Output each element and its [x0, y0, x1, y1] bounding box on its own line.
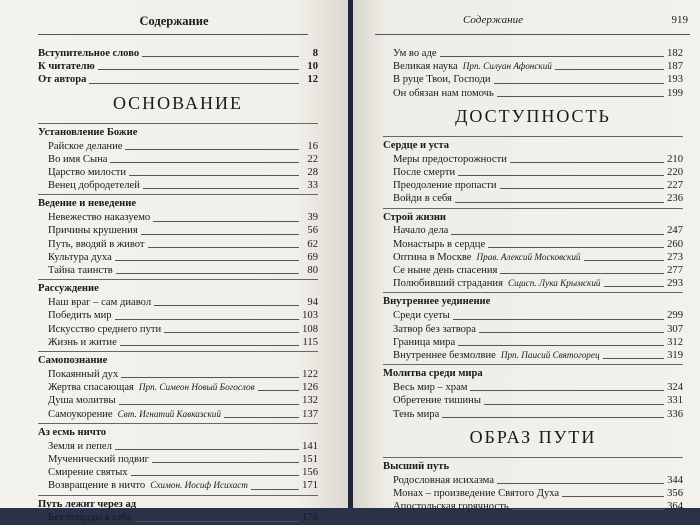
toc-entry [383, 381, 683, 394]
leader-line [497, 96, 664, 97]
leader-line [115, 260, 299, 261]
leader-line [497, 483, 664, 484]
entry-page: 16 [307, 140, 318, 152]
entry-page: 115 [302, 336, 318, 348]
leader-line [258, 390, 299, 391]
toc-entry [383, 309, 683, 322]
entry-title: Весь мир – храм [393, 382, 468, 394]
toc-entry [383, 225, 683, 238]
section-title: ОБРАЗ ПУТИ [469, 427, 597, 448]
entry-title: После смерти [393, 166, 456, 178]
group-heading: Аз есмь ничто [38, 423, 318, 440]
entry-title: Се ныне день спасения [393, 265, 498, 277]
entry-title: Родословная исихазма [393, 474, 495, 486]
entry-page: 187 [667, 61, 683, 73]
entry-title: От автора [38, 74, 87, 86]
entry-title: Жертва спасающая [48, 382, 134, 394]
entry-title: Искусство среднего пути [48, 323, 162, 335]
entry-title: Покаянный дух [48, 368, 119, 380]
leader-line [451, 234, 664, 235]
leader-line [152, 462, 299, 463]
entry-title: Во имя Сына [48, 153, 108, 165]
entry-title: Райское делание [48, 140, 123, 152]
leader-line [154, 305, 299, 306]
toc-entry [383, 336, 683, 349]
page-number: 919 [671, 14, 688, 26]
entry-title: К читателю [38, 61, 95, 73]
toc-entry [383, 474, 683, 487]
entry-page: 39 [307, 212, 318, 224]
toc-entry [38, 408, 318, 421]
entry-title: Оптина в Москве [393, 251, 472, 263]
toc-entry [383, 73, 683, 86]
group-heading: Установление Божие [38, 123, 318, 140]
toc-entry [38, 73, 318, 86]
group-heading: Строй жизни [383, 208, 683, 225]
entry-page: 210 [667, 153, 683, 165]
leader-line [494, 83, 665, 84]
toc-entry [38, 479, 318, 492]
toc-entry [383, 349, 683, 362]
right-toc [383, 47, 683, 513]
entry-page: 156 [302, 467, 318, 479]
group-heading: Самопознание [38, 351, 318, 368]
entry-title: Великая наука [393, 61, 458, 73]
toc-entry [38, 336, 318, 349]
header-rule [38, 34, 308, 35]
entry-title: Преодоление пропасти [393, 180, 497, 192]
group-heading: Высший путь [383, 457, 683, 474]
entry-title: Апостольская горячность [393, 501, 509, 513]
entry-page: 12 [307, 74, 318, 86]
leader-line [148, 247, 299, 248]
toc-entry [38, 179, 318, 192]
leader-line [484, 404, 664, 405]
toc-entry [383, 394, 683, 407]
toc-entry [383, 277, 683, 290]
entry-author: Прав. Алексий Московский [476, 251, 581, 262]
entry-page: 69 [307, 251, 318, 263]
leader-line [251, 489, 299, 490]
entry-title: Меры предосторожности [393, 153, 507, 165]
entry-title: Вступительное слово [38, 47, 140, 59]
entry-page: 273 [667, 251, 683, 263]
entry-page: 141 [302, 440, 318, 452]
entry-title: Обретение тишины [393, 395, 481, 407]
entry-title: Возвращение в ничто [48, 480, 146, 492]
entry-page: 344 [667, 474, 683, 486]
entry-title: Мученический подвиг [48, 453, 150, 465]
leader-line [224, 417, 299, 418]
leader-line [458, 175, 664, 176]
entry-page: 171 [302, 480, 318, 492]
entry-page: 247 [667, 225, 683, 237]
entry-page: 22 [307, 153, 318, 165]
entry-page: 312 [667, 336, 683, 348]
entry-page: 336 [667, 408, 683, 420]
toc-entry [38, 296, 318, 309]
toc-entry [383, 238, 683, 251]
entry-page: 132 [302, 395, 318, 407]
entry-page: 277 [667, 265, 683, 277]
entry-title: Среди суеты [393, 310, 450, 322]
toc-entry [38, 440, 318, 453]
entry-title: Затвор без затвора [393, 323, 476, 335]
entry-author: Прп. Паисий Святогорец [500, 349, 600, 360]
entry-title: Тень мира [393, 408, 440, 420]
group-heading: Рассуждение [38, 279, 318, 296]
leader-line [164, 332, 299, 333]
entry-title: Монастырь в сердце [393, 238, 486, 250]
toc-entry [38, 166, 318, 179]
leader-line [500, 273, 664, 274]
entry-title: В руце Твои, Господи [393, 74, 491, 86]
left-toc [38, 47, 318, 525]
entry-page: 94 [307, 297, 318, 309]
entry-page: 356 [667, 487, 683, 499]
entry-title: Победить мир [48, 310, 112, 322]
entry-page: 62 [307, 238, 318, 250]
entry-page: 8 [312, 47, 318, 59]
leader-line [604, 286, 664, 287]
toc-entry [38, 309, 318, 322]
entry-author: Сщисп. Лука Крымский [507, 278, 601, 289]
entry-page: 227 [667, 180, 683, 192]
leader-line [110, 162, 299, 163]
group-heading: Внутреннее уединение [383, 292, 683, 309]
entry-page: 56 [307, 225, 318, 237]
header-rule [375, 34, 690, 35]
entry-page: 108 [302, 323, 318, 335]
toc-entry [38, 238, 318, 251]
leader-line [470, 390, 664, 391]
toc-entry [383, 323, 683, 336]
leader-line [125, 149, 299, 150]
toc-entry [383, 192, 683, 205]
entry-page: 199 [667, 87, 683, 99]
entry-title: Причины крушения [48, 225, 138, 237]
leader-line [116, 273, 299, 274]
entry-title: Начало дела [393, 225, 449, 237]
leader-line [510, 162, 664, 163]
entry-page: 126 [302, 382, 318, 394]
leader-line [115, 319, 299, 320]
toc-entry [38, 368, 318, 381]
leader-line [455, 202, 664, 203]
leader-line [555, 69, 664, 70]
entry-page: 299 [667, 310, 683, 322]
entry-title: Царство милости [48, 166, 127, 178]
toc-entry [38, 211, 318, 224]
toc-entry [383, 153, 683, 166]
leader-line [500, 188, 664, 189]
toc-entry [38, 466, 318, 479]
entry-title: Невежество наказуемо [48, 212, 151, 224]
toc-entry [383, 87, 683, 100]
leader-line [440, 56, 664, 57]
entry-title: Ум во аде [393, 47, 437, 59]
toc-entry [383, 60, 683, 73]
entry-title: Жизнь и житие [48, 336, 117, 348]
entry-page: 236 [667, 193, 683, 205]
leader-line [512, 509, 664, 510]
entry-page: 220 [667, 166, 683, 178]
leader-line [479, 332, 664, 333]
toc-entry [38, 264, 318, 277]
entry-title: Внутреннее безмолвие [393, 349, 496, 361]
entry-page: 193 [667, 74, 683, 86]
entry-title: Самоукорение [48, 408, 113, 420]
leader-line [131, 475, 299, 476]
leader-line [121, 377, 299, 378]
entry-author: Прп. Силуан Афонский [462, 61, 552, 72]
entry-page: 176 [302, 512, 318, 524]
entry-page: 324 [667, 382, 683, 394]
leader-line [584, 260, 664, 261]
entry-page: 137 [302, 408, 318, 420]
leader-line [442, 417, 664, 418]
toc-entry [383, 47, 683, 60]
right-page [353, 0, 700, 513]
entry-page: 307 [667, 323, 683, 335]
running-head: Содержание [463, 14, 524, 26]
entry-title: Войди в себя [393, 193, 452, 205]
entry-page: 80 [307, 265, 318, 277]
entry-page: 28 [307, 166, 318, 178]
toc-entry [383, 264, 683, 277]
group-heading: Молитва среди мира [383, 364, 683, 381]
toc-entry [383, 500, 683, 513]
entry-title: Душа молитвы [48, 395, 116, 407]
toc-entry [38, 251, 318, 264]
running-head: Содержание [139, 14, 209, 28]
entry-author: Схимон. Иосиф Исихаст [150, 480, 248, 491]
toc-entry [38, 323, 318, 336]
group-heading: Путь лежит через ад [38, 495, 318, 512]
toc-entry [38, 47, 318, 60]
toc-entry [38, 512, 318, 525]
entry-title: Смирение святых [48, 467, 128, 479]
leader-line [562, 496, 664, 497]
leader-line [89, 83, 299, 84]
entry-page: 122 [302, 368, 318, 380]
leader-line [98, 69, 299, 70]
left-page [0, 0, 348, 524]
section-title: ДОСТУПНОСТЬ [455, 106, 611, 127]
entry-page: 103 [302, 310, 318, 322]
entry-title: Культура духа [48, 251, 112, 263]
entry-title: Он обязан нам помочь [393, 87, 494, 99]
leader-line [120, 345, 299, 346]
entry-title: Монах – произведение Святого Духа [393, 487, 560, 499]
leader-line [153, 221, 299, 222]
toc-entry [38, 60, 318, 73]
toc-entry [383, 166, 683, 179]
entry-page: 260 [667, 238, 683, 250]
entry-title: Полюбивший страдания [393, 278, 503, 290]
toc-entry [38, 140, 318, 153]
toc-entry [383, 251, 683, 264]
entry-page: 151 [302, 453, 318, 465]
leader-line [603, 358, 664, 359]
toc-entry [383, 408, 683, 421]
entry-title: Граница мира [393, 336, 456, 348]
toc-entry [38, 453, 318, 466]
toc-entry [383, 179, 683, 192]
toc-entry [38, 381, 318, 394]
entry-page: 364 [667, 501, 683, 513]
entry-title: Венец добродетелей [48, 180, 140, 192]
leader-line [115, 449, 299, 450]
leader-line [453, 319, 664, 320]
entry-page: 10 [307, 61, 318, 73]
entry-page: 293 [667, 278, 683, 290]
section-title: ОСНОВАНИЕ [112, 93, 244, 114]
leader-line [129, 175, 299, 176]
entry-title: Земля и пепел [48, 440, 112, 452]
entry-page: 331 [667, 395, 683, 407]
leader-line [143, 188, 299, 189]
leader-line [119, 404, 299, 405]
toc-entry [383, 487, 683, 500]
group-heading: Ведение и неведение [38, 194, 318, 211]
toc-entry [38, 225, 318, 238]
leader-line [135, 521, 299, 522]
leader-line [141, 234, 299, 235]
toc-entry [38, 153, 318, 166]
entry-author: Прп. Симеон Новый Богослов [138, 382, 255, 393]
leader-line [458, 345, 664, 346]
entry-page: 33 [307, 180, 318, 192]
entry-author: Свт. Игнатий Кавказский [117, 408, 221, 419]
leader-line [142, 56, 299, 57]
group-heading: Сердце и уста [383, 136, 683, 153]
leader-line [488, 247, 664, 248]
entry-title: Путь, вводяй в живот [48, 238, 145, 250]
toc-entry [38, 394, 318, 407]
entry-title: Без пощады к себе [48, 512, 133, 524]
entry-page: 182 [667, 47, 683, 59]
entry-page: 319 [667, 349, 683, 361]
entry-title: Тайна таинств [48, 265, 113, 277]
entry-title: Наш враг – сам диавол [48, 297, 152, 309]
